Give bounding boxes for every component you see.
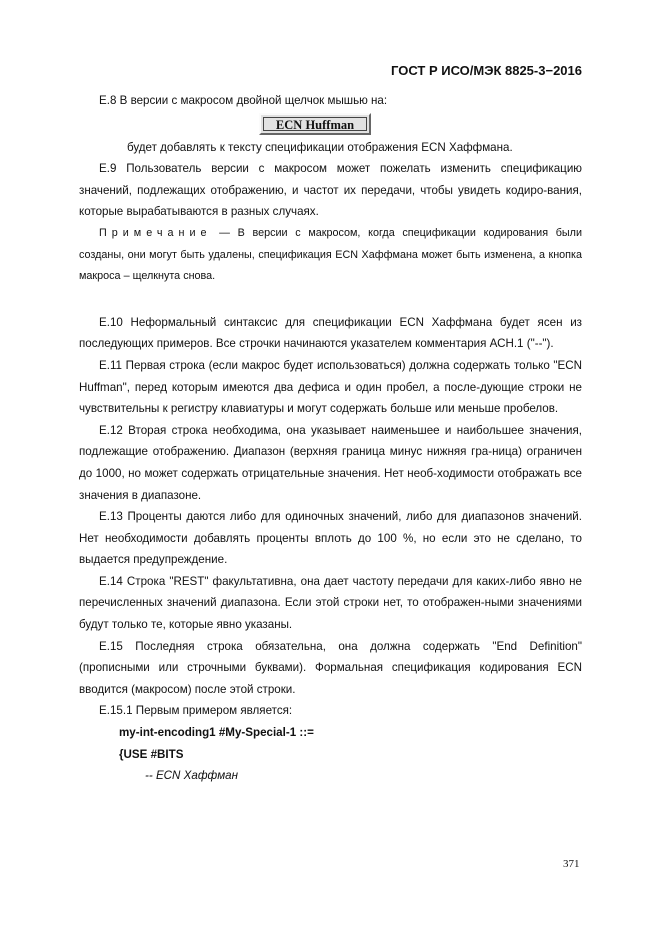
note-text: — В версии с макросом, когда спецификации кодирования были созданы, они могут быть удалены, спецификация ECN Хаффмана может быть изменена, а кнопка макроса – щелкнута снова. [79,226,582,283]
paragraph-e11: E.11 Первая строка (если макрос будет использоваться) должна содержать только "ECN Huffman", перед которым имеются два дефиса и один пробел, а после-дующие строки не чувствительны к регистру клавиатуры и могут содержать больше или меньше пробелов. [79,358,582,416]
paragraph-e8-after: будет добавлять к тексту спецификации отображения ECN Хаффмана. [127,140,513,154]
paragraph-e13: E.13 Проценты даются либо для одиночных значений, либо для диапазонов значений. Нет необходимости добавлять проценты вплоть до 100 %, но если это не сделано, то выдается предупреждение. [79,510,582,567]
code-line-1: my-int-encoding1 #My-Special-1 ::= [119,726,314,740]
paragraph-e15-1: E.15.1 Первым примером является: [99,704,293,718]
section-gap [79,288,582,312]
macro-button-label: ECN Huffman [263,117,367,131]
code-line-2: {USE #BITS [119,747,184,761]
paragraph-e9: E.9 Пользователь версии с макросом может пожелать изменить спецификацию значений, подлежащих отображению, и частот их передачи, чтобы увидеть кодиро-вания, которые вырабатываются в разных случаях. [79,162,582,219]
paragraph-e14: E.14 Строка "REST" факультативна, она дает частоту передачи для каких-либо явно не перечисленных значений диапазона. Если этой строки нет, то отображен-ными значениями будут только те, которые явно указаны. [79,574,582,632]
page-number: 371 [563,858,580,870]
note-paragraph [79,223,582,288]
paragraph-e8-intro: E.8 В версии с макросом двойной щелчок мышью на: [99,94,388,107]
note-label: Примечание [99,226,212,239]
paragraph-e10: E.10 Неформальный синтаксис для спецификации ECN Хаффмана будет ясен из последующих примеров. Все строчки начинаются указателем комментария АСН.1 ("--"). [79,315,582,351]
page-body [79,90,582,787]
code-line-3: -- ECN Хаффман [145,769,238,783]
ecn-huffman-macro-button[interactable] [259,113,371,135]
document-header: ГОСТ Р ИСО/МЭК 8825-3−2016 [391,63,582,78]
paragraph-e12: E.12 Вторая строка необходима, она указывает наименьшее и наибольшее значения, подлежащие отображению. Диапазон (верхняя граница минус нижняя гра-ница) ограничен до 1000, но может содержать отрицательные значения. Нет необ-ходимости отображать все значения в диапазоне. [79,423,582,502]
paragraph-e15: E.15 Последняя строка обязательна, она должна содержать "End Definition" (прописными или строчными буквами). Формальная спецификация кодирования ECN вводится (макросом) после этой строки. [79,639,582,696]
